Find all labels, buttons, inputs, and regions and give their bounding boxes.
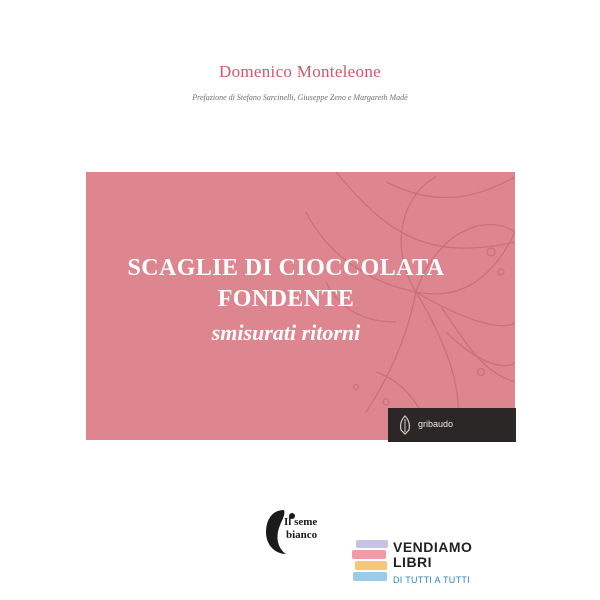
preface-credit: Prefazione di Stefano Sarcinelli, Giuseppe Zeno e Margareth Madè: [192, 93, 408, 102]
badge-tagline: DI TUTTI A TUTTI: [393, 575, 470, 585]
book-title-line2: FONDENTE: [217, 286, 355, 312]
publisher-line1: Il seme: [284, 516, 318, 528]
series-name: gribaudo: [418, 419, 454, 429]
author-name: Domenico Monteleone: [219, 62, 381, 81]
vendiamo-libri-badge: [352, 534, 502, 594]
publisher-name: [284, 516, 317, 542]
badge-title: [393, 540, 472, 570]
publisher-line2: bianco: [286, 529, 318, 541]
series-logo-icon: [397, 415, 413, 435]
book-title-line1: SCAGLIE DI CIOCCOLATA: [127, 255, 445, 281]
badge-line2: LIBRI: [393, 554, 433, 570]
badge-line1: VENDIAMO: [393, 539, 473, 555]
series-label: [388, 408, 516, 442]
book-subtitle: smisurati ritorni: [211, 320, 361, 345]
